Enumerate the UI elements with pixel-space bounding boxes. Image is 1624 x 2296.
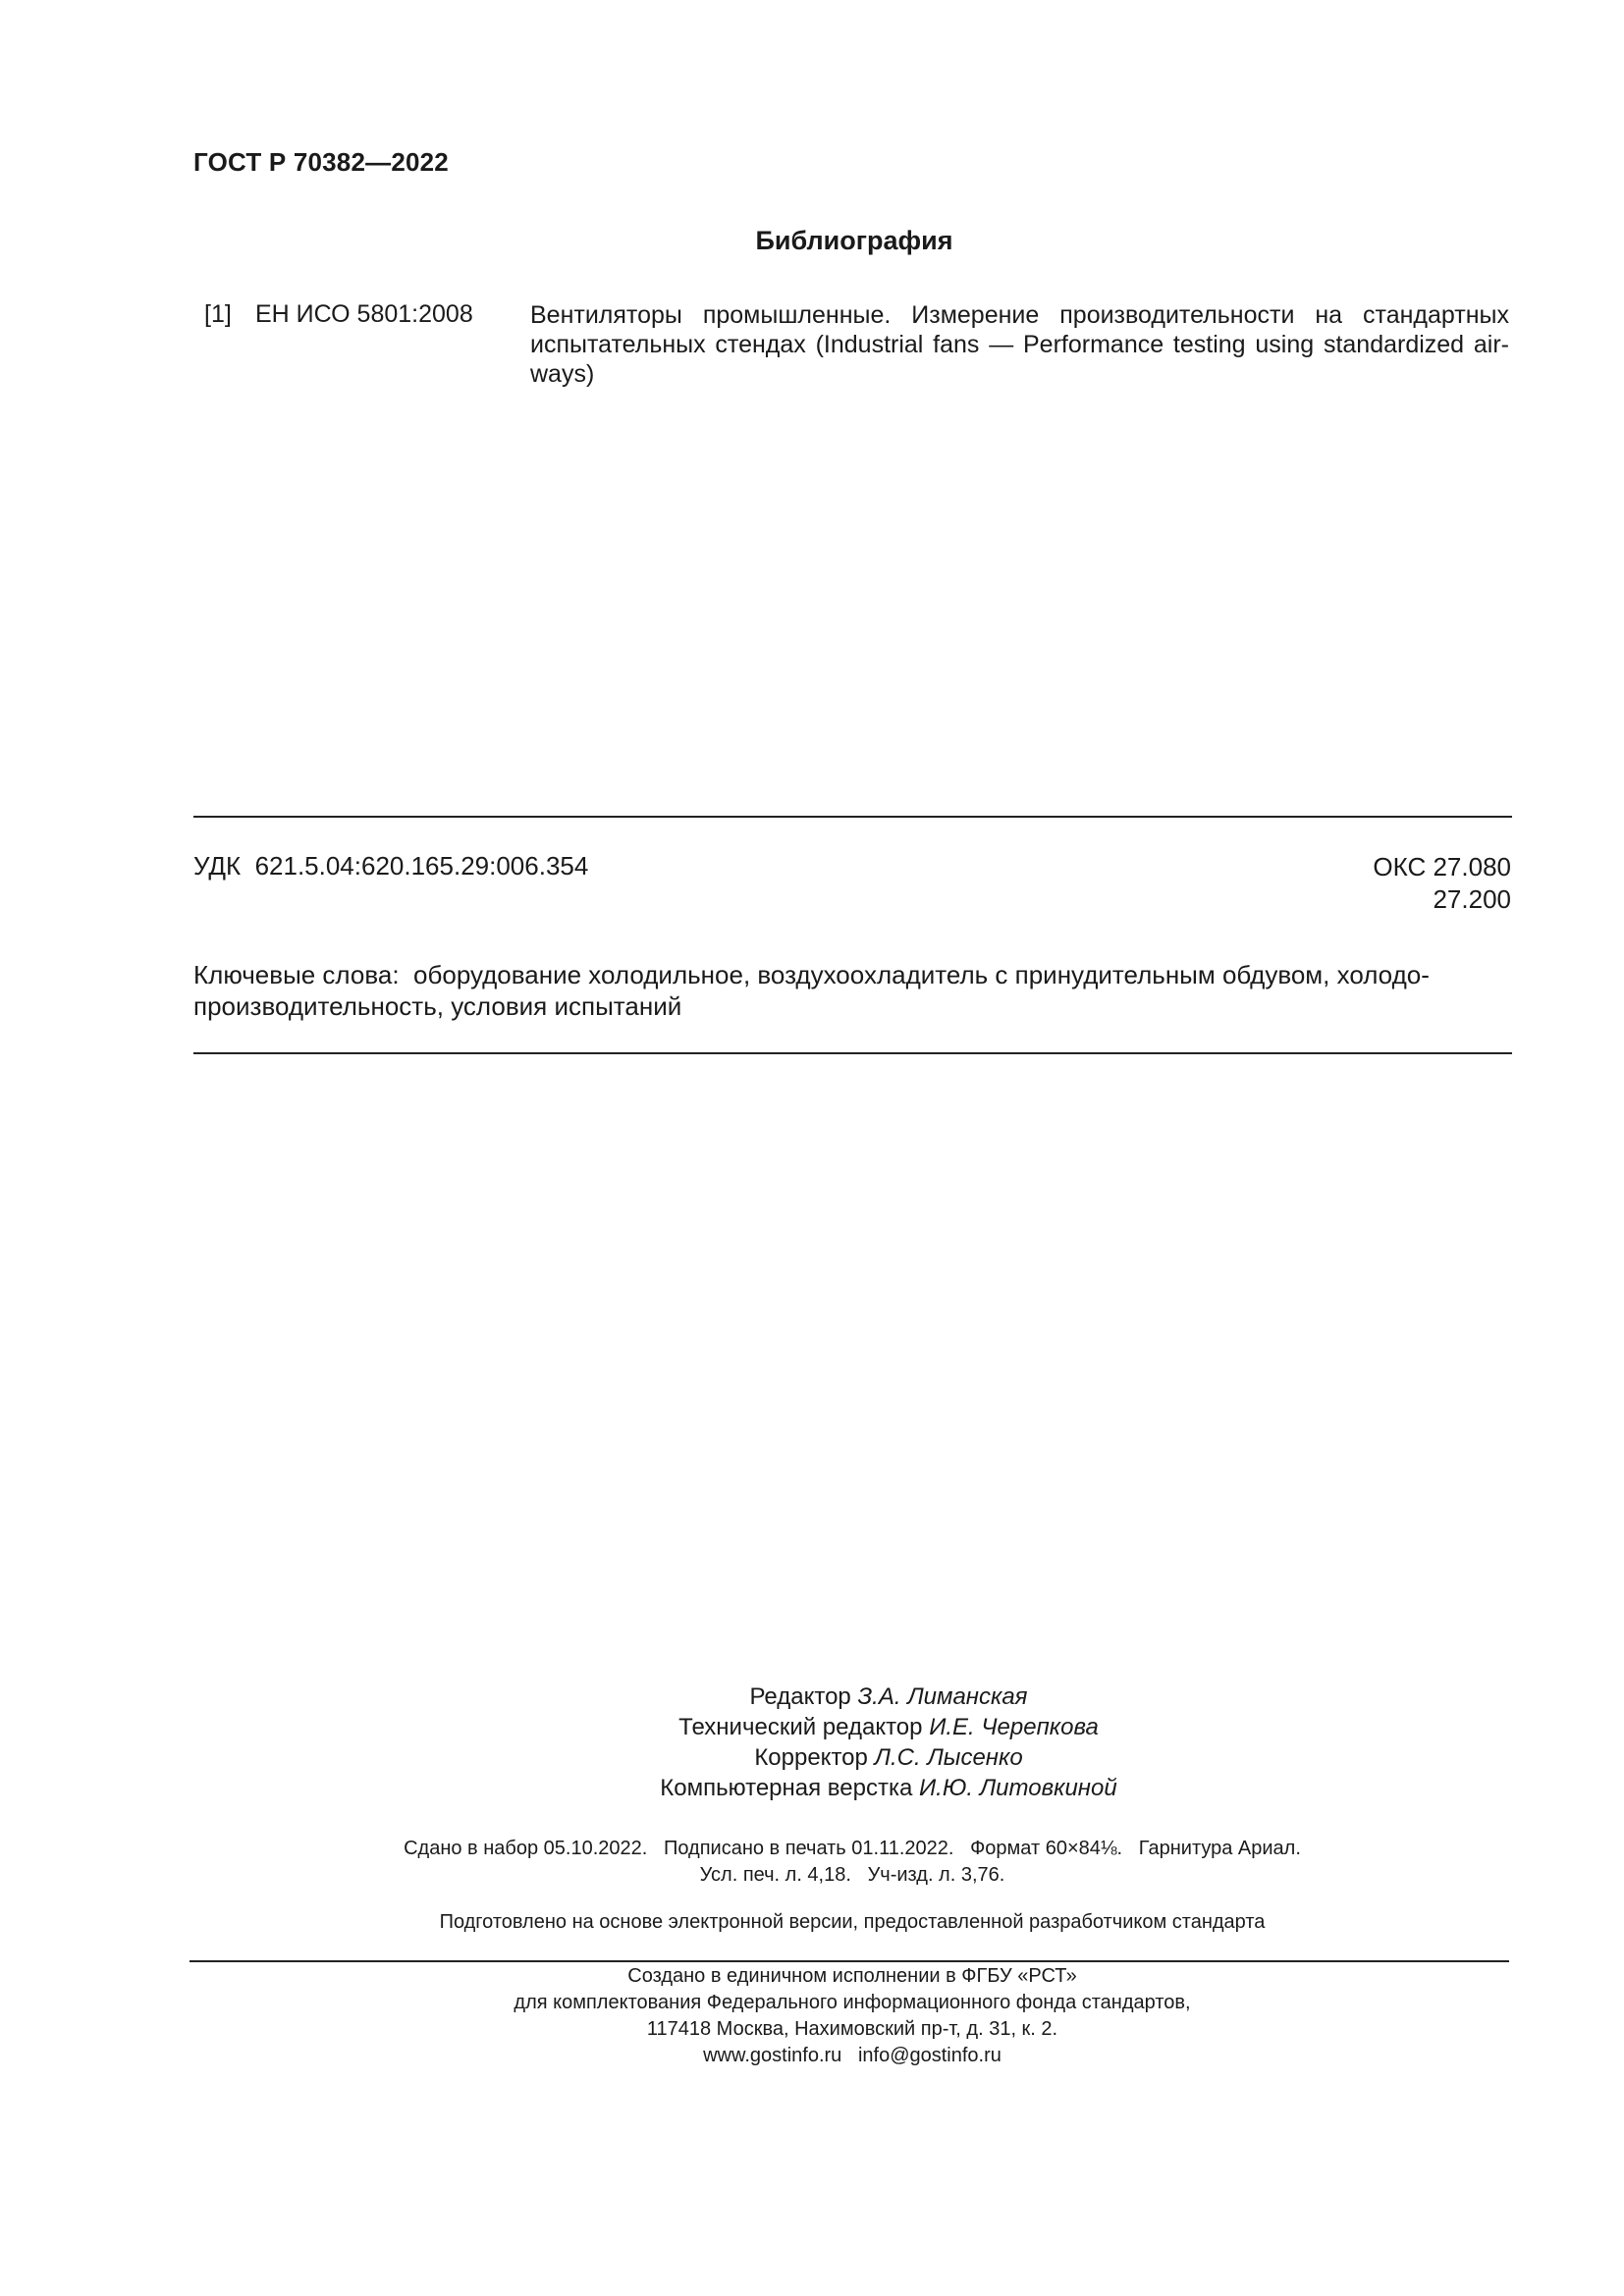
print-info-line: Сдано в набор 05.10.2022. Подписано в печать 01.11.2022. Формат 60×84⅛. Гарнитура Ариал. [404,1838,1301,1859]
credit-name: Л.С. Лысенко [874,1744,1023,1771]
print-info-line: Усл. печ. л. 4,18. Уч-изд. л. 3,76. [699,1864,1005,1886]
credit-role: Редактор [749,1683,851,1710]
divider-top [193,816,1512,818]
oks-label: ОКС [1373,852,1427,881]
reference-text-line: испытательных стендах (Industrial fans — Performance testing using standardized air- [530,331,1509,358]
udk-label: УДК [193,851,242,881]
keywords-block [193,959,1512,1022]
creation-line: для комплектования Федерального информационного фонда стандартов, [514,1992,1191,2013]
credit-name: И.Ю. Литовкиной [919,1775,1117,1801]
credit-line [0,1682,1624,1712]
creation-line: www.gostinfo.ru info@gostinfo.ru [703,2045,1001,2066]
bibliography-title: Библиография [755,226,953,255]
credit-line [0,1742,1624,1773]
credit-role: Компьютерная верстка [660,1775,913,1801]
creation-line: 117418 Москва, Нахимовский пр-т, д. 31, к. 2. [646,2018,1058,2040]
keywords-text-line: оборудование холодильное, воздухоохладитель с принудительным обдувом, холодо- [413,960,1430,989]
divider-middle [193,1052,1512,1054]
reference-description [530,300,1509,389]
udk-classification [193,851,588,881]
editorial-credits [0,1682,1624,1803]
document-code: ГОСТ Р 70382—2022 [193,147,449,177]
credit-name: З.А. Лиманская [857,1683,1028,1710]
credit-role: Технический редактор [678,1714,923,1740]
divider-bottom [189,1960,1509,1962]
reference-number: [1] [204,300,232,328]
creation-line: Создано в единичном исполнении в ФГБУ «РСТ» [627,1965,1077,1987]
print-info [0,1836,1624,1889]
reference-text-line: Вентиляторы промышленные. Измерение производительности на стандартных [530,301,1509,329]
reference-text-line: ways) [530,360,595,388]
credit-name: И.Е. Черепкова [929,1714,1099,1740]
reference-standard-code: ЕН ИСО 5801:2008 [255,300,473,328]
creation-info [0,1963,1624,2069]
oks-code: 27.080 [1433,852,1511,881]
credit-line [0,1773,1624,1803]
prepared-note: Подготовлено на основе электронной версии, предоставленной разработчиком стандарта [439,1911,1266,1933]
udk-code: 621.5.04:620.165.29:006.354 [254,851,589,881]
credit-role: Корректор [754,1744,868,1771]
keywords-label: Ключевые слова: [193,960,400,989]
credit-line [0,1712,1624,1742]
oks-classification [1373,851,1511,916]
keywords-text-line: производительность, условия испытаний [193,991,682,1021]
oks-code: 27.200 [1433,884,1511,914]
